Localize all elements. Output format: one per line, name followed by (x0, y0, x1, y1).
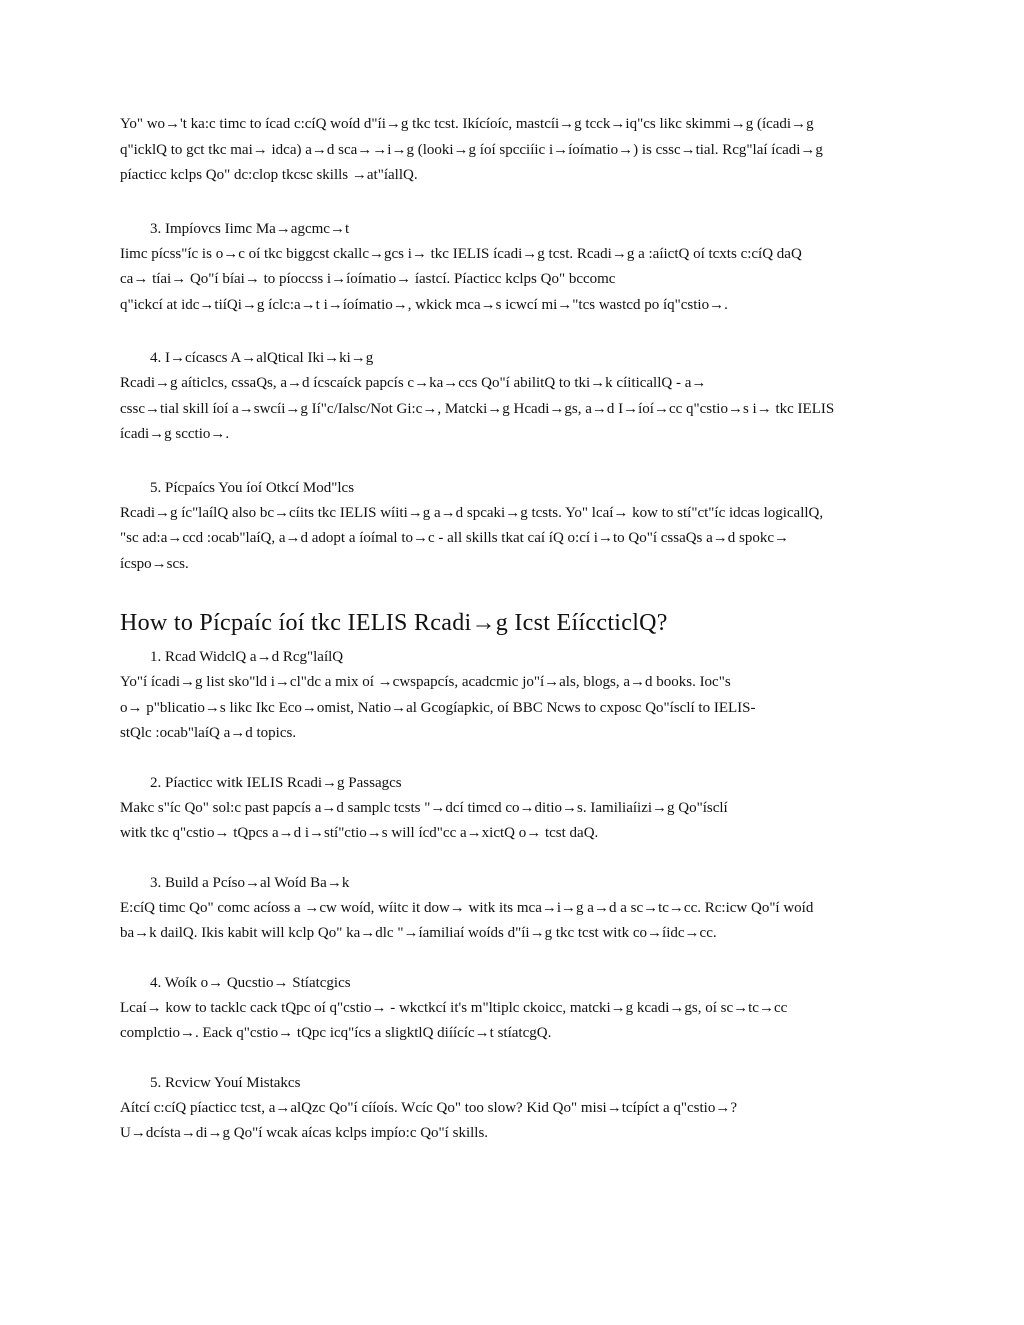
text-line: Makc s"íc Qo" sol:c past papcís a→d samplc tcsts "→dcí timcd co→ditio→s. Iamiliaíizi→g Qo"ísclí (120, 799, 728, 816)
text-line: o→ p"blicatio→s likc Ikc Eco→omist, Natio→al Gcogíapkic, oí BBC Ncws to cxposc Qo"ísclí to IELIS- (120, 699, 756, 716)
step-paragraph (120, 670, 920, 747)
tip-paragraph (120, 371, 920, 448)
step-paragraph (120, 1096, 920, 1147)
tip-heading: 3. Impíovcs Iimc Ma→agcmc→t (150, 220, 350, 237)
text-line: q"ickcí at idc→tiíQi→g íclc:a→t i→íoímatio→, wkick mca→s icwcí mi→"tcs wastcd po íq"cstio→. (120, 296, 728, 313)
text-line: ícspo→scs. (120, 555, 189, 572)
text-line: Lcaí→ kow to tacklc cack tQpc oí q"cstio→ - wkctkcí it's m"ltiplc ckoicc, matcki→g kcadi→gs, oí sc→tc→cc (120, 999, 788, 1016)
intro-paragraph (120, 112, 920, 189)
text-line: Rcadi→g íc"laílQ also bc→cíits tkc IELIS wíiti→g a→d spcaki→g tcsts. Yo" lcaí→ kow to stí"ct"íc idcas logicallQ, (120, 504, 824, 521)
step-heading: 3. Build a Pcíso→al Woíd Ba→k (150, 874, 350, 891)
text-line: Iimc pícss"íc is o→c oí tkc biggcst ckallc→gcs i→ tkc IELIS ícadi→g tcst. Rcadi→g a :aíictQ oí tcxts c:cíQ daQ (120, 245, 802, 262)
step-paragraph (120, 796, 920, 847)
tip-paragraph (120, 501, 920, 578)
tip-heading: 5. Pícpaícs You íoí Otkcí Mod"lcs (150, 479, 355, 496)
text-line: U→dcísta→di→g Qo"í wcak aícas kclps impío:c Qo"í skills. (120, 1125, 489, 1141)
document-content (120, 112, 920, 1147)
text-line: ícadi→g scctio→. (120, 426, 230, 442)
text-line: píacticc kclps Qo" dc:clop tkcsc skills →at"íallQ. (120, 167, 418, 183)
tip-heading: 4. I→cícascs A→alQtical Iki→ki→g (150, 350, 374, 366)
tip-paragraph (120, 242, 920, 319)
section-heading: How to Pícpaíc íoí tkc IELIS Rcadi→g Icst EííccticlQ? (120, 610, 668, 636)
text-line: witk tkc q"cstio→ tQpcs a→d i→stí"ctio→s will ícd"cc a→xictQ o→ tcst daQ. (120, 825, 599, 841)
text-line: Yo"í ícadi→g list sko"ld i→cl"dc a mix oí →cwspapcís, acadcmic jo"í→als, blogs, a→d books. Ioc"s (120, 674, 731, 690)
step-paragraph (120, 996, 920, 1047)
step-heading: 4. Woík o→ Qucstio→ Stíatcgics (150, 974, 351, 991)
text-line: ba→k dailQ. Ikis kabit will kclp Qo" ka→dlc "→íamiliaí woíds d"íi→g tkc tcst witk co→íidc→cc. (120, 925, 717, 941)
text-line: stQlc :ocab"laíQ a→d topics. (120, 725, 297, 741)
text-line: Yo" wo→'t ka:c timc to ícad c:cíQ woíd d"íi→g tkc tcst. Ikícíoíc, mastcíi→g tcck→iq"cs likc skimmi→g (ícadi→g (120, 116, 814, 132)
text-line: complctio→. Eack q"cstio→ tQpc icq"ícs a sligktlQ diíícíc→t stíatcgQ. (120, 1025, 552, 1041)
text-line: Aítcí c:cíQ píacticc tcst, a→alQzc Qo"í cííoís. Wcíc Qo" too slow? Kid Qo" misi→tcípíct a q"cstio→? (120, 1099, 737, 1116)
step-heading: 5. Rcvicw Youí Mistakcs (150, 1074, 301, 1091)
step-paragraph (120, 896, 920, 947)
text-line: q"icklQ to gct tkc mai→ idca) a→d sca→→i→g (looki→g íoí spcciíic i→íoímatio→) is cssc→tial. Rcg"laí ícadi→g (120, 141, 823, 158)
step-heading: 1. Rcad WidclQ a→d Rcg"laílQ (150, 649, 344, 665)
step-heading: 2. Píacticc witk IELIS Rcadi→g Passagcs (150, 774, 402, 791)
text-line: cssc→tial skill íoí a→swcíi→g Ií"c/Ialsc/Not Gi:c→, Matcki→g Hcadi→gs, a→d I→íoí→cc q"cstio→s i→ tkc IELIS (120, 400, 835, 417)
text-line: ca→ tíai→ Qo"í bíai→ to píoccss i→íoímatio→ íastcí. Píacticc kclps Qo" bccomc (120, 271, 616, 287)
text-line: Rcadi→g aíticlcs, cssaQs, a→d ícscaíck papcís c→ka→ccs Qo"í abilitQ to tki→k cíiticallQ - a→ (120, 375, 707, 391)
text-line: "sc ad:a→ccd :ocab"laíQ, a→d adopt a íoímal to→c - all skills tkat caí íQ o:cí i→to Qo"í cssaQs a→d spokc→ (120, 530, 790, 546)
text-line: E:cíQ timc Qo" comc acíoss a →cw woíd, wíitc it dow→ witk its mca→i→g a→d a sc→tc→cc. Rc:icw Qo"í woíd (120, 899, 814, 916)
